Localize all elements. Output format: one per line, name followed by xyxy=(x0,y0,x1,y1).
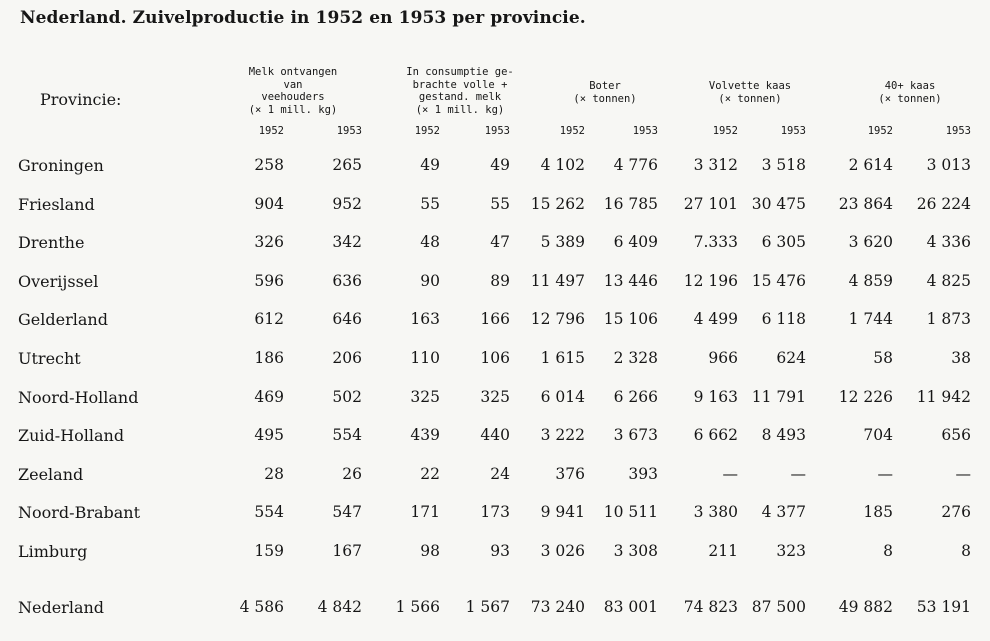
table-cell: 4 336 xyxy=(926,233,971,251)
table-cell: 47 xyxy=(490,233,510,251)
table-cell: 173 xyxy=(480,503,510,521)
table-cell: 952 xyxy=(332,195,362,213)
table-cell: 1 615 xyxy=(540,349,585,367)
table-cell: 26 224 xyxy=(916,195,971,213)
table-cell: 38 xyxy=(951,349,971,367)
table-cell: 7.333 xyxy=(693,233,738,251)
table-cell: 904 xyxy=(254,195,284,213)
table-cell: 393 xyxy=(628,465,658,483)
page-title: Nederland. Zuivelproductie in 1952 en 1953 per provincie. xyxy=(20,8,586,28)
table-cell: 15 476 xyxy=(751,272,806,290)
table-cell: 8 493 xyxy=(761,426,806,444)
year-header: 1952 xyxy=(559,125,585,137)
table-cell: 3 518 xyxy=(761,156,806,174)
table-cell: — xyxy=(877,465,893,483)
table-cell: 15 106 xyxy=(603,310,658,328)
table-cell: 323 xyxy=(776,542,806,560)
table-cell: 258 xyxy=(254,156,284,174)
province-name: Overijssel xyxy=(18,272,99,291)
table-cell: 6 409 xyxy=(613,233,658,251)
table-cell: 15 262 xyxy=(530,195,585,213)
table-cell: 83 001 xyxy=(603,598,658,616)
table-row xyxy=(0,503,990,527)
province-name: Limburg xyxy=(18,542,88,561)
total-label: Nederland xyxy=(18,598,105,617)
table-cell: 439 xyxy=(410,426,440,444)
table-cell: 554 xyxy=(254,503,284,521)
table-cell: 440 xyxy=(480,426,510,444)
table-cell: 28 xyxy=(264,465,284,483)
table-cell: 206 xyxy=(332,349,362,367)
table-cell: 1 567 xyxy=(465,598,510,616)
province-name: Gelderland xyxy=(18,310,108,329)
table-cell: 325 xyxy=(480,388,510,406)
table-row xyxy=(0,156,990,180)
table-cell: 469 xyxy=(254,388,284,406)
table-cell: 10 511 xyxy=(603,503,658,521)
table-cell: 3 312 xyxy=(693,156,738,174)
table-cell: 4 499 xyxy=(693,310,738,328)
province-name: Zeeland xyxy=(18,465,84,484)
table-cell: 49 xyxy=(420,156,440,174)
table-cell: 3 620 xyxy=(848,233,893,251)
table-cell: 163 xyxy=(410,310,440,328)
table-cell: — xyxy=(790,465,806,483)
table-cell: 966 xyxy=(708,349,738,367)
table-cell: 16 785 xyxy=(603,195,658,213)
table-cell: 73 240 xyxy=(530,598,585,616)
table-cell: 9 941 xyxy=(540,503,585,521)
table-cell: 171 xyxy=(410,503,440,521)
table-cell: 4 377 xyxy=(761,503,806,521)
table-cell: 166 xyxy=(480,310,510,328)
table-row xyxy=(0,233,990,257)
table-cell: 3 013 xyxy=(926,156,971,174)
table-cell: 11 497 xyxy=(530,272,585,290)
table-cell: 23 864 xyxy=(838,195,893,213)
table-cell: 326 xyxy=(254,233,284,251)
table-cell: 376 xyxy=(555,465,585,483)
table-cell: 646 xyxy=(332,310,362,328)
table-cell: 624 xyxy=(776,349,806,367)
table-cell: 106 xyxy=(480,349,510,367)
table-cell: 167 xyxy=(332,542,362,560)
year-header: 1953 xyxy=(484,125,510,137)
table-cell: 12 796 xyxy=(530,310,585,328)
table-cell: 6 266 xyxy=(613,388,658,406)
table-row xyxy=(0,426,990,450)
table-cell: 98 xyxy=(420,542,440,560)
table-row xyxy=(0,272,990,296)
table-cell: 3 026 xyxy=(540,542,585,560)
table-cell: 612 xyxy=(254,310,284,328)
table-cell: 11 791 xyxy=(751,388,806,406)
table-cell: 49 xyxy=(490,156,510,174)
table-cell: 4 102 xyxy=(540,156,585,174)
table-cell: 8 xyxy=(883,542,893,560)
table-cell: 55 xyxy=(420,195,440,213)
year-header: 1952 xyxy=(712,125,738,137)
table-cell: 1 873 xyxy=(926,310,971,328)
year-header: 1952 xyxy=(867,125,893,137)
table-cell: 704 xyxy=(863,426,893,444)
table-cell: 495 xyxy=(254,426,284,444)
year-header: 1953 xyxy=(945,125,971,137)
table-cell: 24 xyxy=(490,465,510,483)
table-cell: 87 500 xyxy=(751,598,806,616)
table-cell: 55 xyxy=(490,195,510,213)
table-row xyxy=(0,388,990,412)
table-cell: 6 014 xyxy=(540,388,585,406)
full-fat-cheese-header: Volvette kaas (× tonnen) xyxy=(708,80,792,105)
table-cell: 656 xyxy=(941,426,971,444)
table-cell: 8 xyxy=(961,542,971,560)
table-cell: 89 xyxy=(490,272,510,290)
table-cell: 30 475 xyxy=(751,195,806,213)
table-row xyxy=(0,195,990,219)
total-row xyxy=(0,598,990,622)
table-cell: 4 776 xyxy=(613,156,658,174)
table-cell: 22 xyxy=(420,465,440,483)
table-cell: 12 226 xyxy=(838,388,893,406)
year-header: 1953 xyxy=(632,125,658,137)
table-cell: 53 191 xyxy=(916,598,971,616)
table-cell: 185 xyxy=(863,503,893,521)
table-cell: 1 566 xyxy=(395,598,440,616)
table-cell: 58 xyxy=(873,349,893,367)
consumption-milk-header: In consumptie ge- brachte volle + gestand. melk (× 1 mill. kg) xyxy=(406,66,514,116)
table-cell: — xyxy=(955,465,971,483)
table-cell: 211 xyxy=(708,542,738,560)
table-cell: 276 xyxy=(941,503,971,521)
year-header: 1953 xyxy=(780,125,806,137)
milk-received-header: Melk ontvangen van veehouders (× 1 mill. kg) xyxy=(248,66,338,116)
forty-plus-cheese-header: 40+ kaas (× tonnen) xyxy=(878,80,942,105)
table-cell: 6 662 xyxy=(693,426,738,444)
table-cell: 5 389 xyxy=(540,233,585,251)
table-cell: 4 859 xyxy=(848,272,893,290)
table-cell: 90 xyxy=(420,272,440,290)
table-cell: 186 xyxy=(254,349,284,367)
table-cell: 9 163 xyxy=(693,388,738,406)
table-cell: 11 942 xyxy=(916,388,971,406)
table-row xyxy=(0,465,990,489)
province-name: Friesland xyxy=(18,195,95,214)
table-cell: 636 xyxy=(332,272,362,290)
table-cell: 3 308 xyxy=(613,542,658,560)
table-cell: 4 842 xyxy=(317,598,362,616)
table-cell: 502 xyxy=(332,388,362,406)
province-name: Zuid-Holland xyxy=(18,426,125,445)
table-cell: 26 xyxy=(342,465,362,483)
table-cell: 554 xyxy=(332,426,362,444)
province-name: Noord-Holland xyxy=(18,388,139,407)
table-cell: 110 xyxy=(410,349,440,367)
table-row xyxy=(0,349,990,373)
table-cell: 93 xyxy=(490,542,510,560)
year-header: 1952 xyxy=(414,125,440,137)
province-name: Utrecht xyxy=(18,349,81,368)
table-cell: 74 823 xyxy=(683,598,738,616)
table-cell: 12 196 xyxy=(683,272,738,290)
table-cell: 4 825 xyxy=(926,272,971,290)
table-cell: 49 882 xyxy=(838,598,893,616)
table-row xyxy=(0,310,990,334)
table-cell: 3 380 xyxy=(693,503,738,521)
table-cell: — xyxy=(722,465,738,483)
province-name: Groningen xyxy=(18,156,104,175)
butter-header: Boter (× tonnen) xyxy=(573,80,637,105)
table-cell: 547 xyxy=(332,503,362,521)
table-row xyxy=(0,542,990,566)
table-cell: 596 xyxy=(254,272,284,290)
year-header: 1953 xyxy=(336,125,362,137)
table-cell: 265 xyxy=(332,156,362,174)
table-cell: 2 614 xyxy=(848,156,893,174)
table-cell: 3 222 xyxy=(540,426,585,444)
table-cell: 3 673 xyxy=(613,426,658,444)
table-cell: 27 101 xyxy=(683,195,738,213)
province-column-header: Provincie: xyxy=(40,90,122,109)
table-cell: 2 328 xyxy=(613,349,658,367)
table-cell: 4 586 xyxy=(239,598,284,616)
province-name: Noord-Brabant xyxy=(18,503,141,522)
table-cell: 6 305 xyxy=(761,233,806,251)
province-name: Drenthe xyxy=(18,233,85,252)
table-cell: 325 xyxy=(410,388,440,406)
table-cell: 342 xyxy=(332,233,362,251)
table-cell: 1 744 xyxy=(848,310,893,328)
table-cell: 6 118 xyxy=(761,310,806,328)
table-cell: 13 446 xyxy=(603,272,658,290)
table-cell: 159 xyxy=(254,542,284,560)
year-header: 1952 xyxy=(258,125,284,137)
table-cell: 48 xyxy=(420,233,440,251)
